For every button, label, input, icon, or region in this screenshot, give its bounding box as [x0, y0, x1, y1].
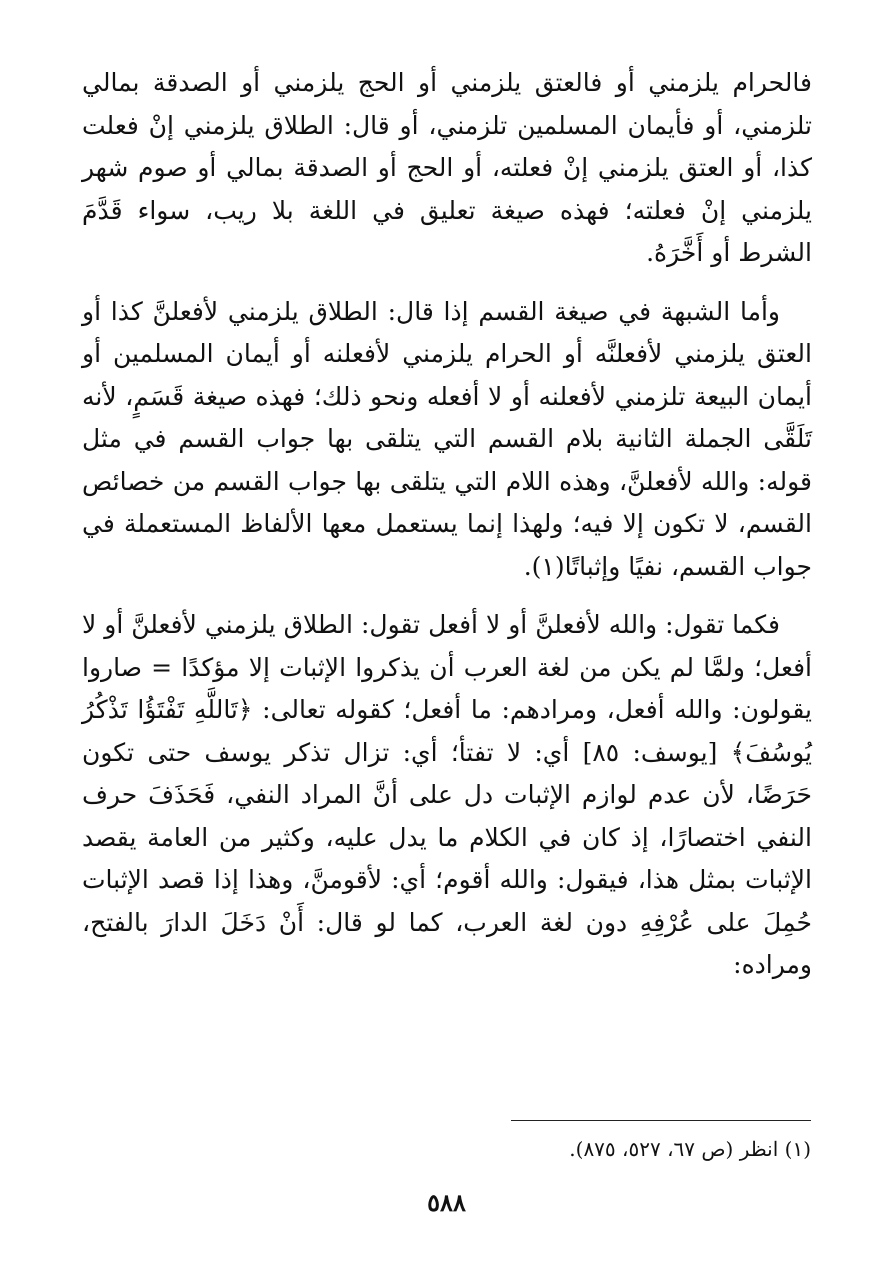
- paragraph-2: وأما الشبهة في صيغة القسم إذا قال: الطلاق يلزمني لأفعلنَّ كذا أو العتق يلزمني لأفعلنَّه أو الحرام يلزمني لأفعلنه أو أيمان المسلمين أو أيمان البيعة تلزمني لأفعلنه أو لا أفعله ونحو ذلك؛ فهذه صيغة قَسَمٍ، لأنه تَلَقَّى الجملة الثانية بلام القسم التي يتلقى بها جواب القسم في مثل قوله: والله لأفعلنَّ، وهذه اللام التي يتلقى بها جواب القسم من خصائص القسم، لا تكون إلا فيه؛ ولهذا إنما يستعمل معها الألفاظ المستعملة في جواب القسم، نفيًا وإثباتًا(١).: [82, 296, 812, 581]
- paragraph-1: فالحرام يلزمني أو فالعتق يلزمني أو الحج يلزمني أو الصدقة بمالي تلزمني، أو فأيمان المسلمين تلزمني، أو قال: الطلاق يلزمني إنْ فعلت كذا، أو العتق يلزمني إنْ فعلته، أو الحج أو الصدقة بمالي أو صوم شهر يلزمني إنْ فعلته؛ فهذه صيغة تعليق في اللغة بلا ريب، سواء قَدَّمَ الشرط أو أَخَّرَهُ.: [82, 68, 812, 267]
- page-number: ٥٨٨: [427, 1188, 466, 1217]
- page-body: [82, 62, 812, 1003]
- paragraph-3: فكما تقول: والله لأفعلنَّ أو لا أفعل تقول: الطلاق يلزمني لأفعلنَّ أو لا أفعل؛ ولمَّا لم يكن من لغة العرب أن يذكروا الإثبات إلا مؤكدًا = صاروا يقولون: والله أفعل، ومرادهم: ما أفعل؛ كقوله تعالى: ﴿تَاللَّهِ تَفْتَؤُا تَذْكُرُ يُوسُفَ﴾ [يوسف: ٨٥] أي: لا تفتأ؛ أي: تزال تذكر يوسف حتى تكون حَرَضًا، لأن عدم لوازم الإثبات دل على أنَّ المراد النفي، فَحَذَفَ حرف النفي اختصارًا، إذ كان في الكلام ما يدل عليه، وكثير من العامة يقصد الإثبات بمثل هذا، فيقول: والله أقوم؛ أي: لأقومنَّ، وهذا إذا قصد الإثبات حُمِلَ على عُرْفِهِ دون لغة العرب، كما لو قال: أَنْ دَخَلَ الدارَ بالفتح، ومراده:: [82, 610, 813, 979]
- footnote-divider: [511, 1120, 811, 1121]
- footnote: (١) انظر (ص ٦٧، ٥٢٧، ٨٧٥).: [569, 1137, 811, 1161]
